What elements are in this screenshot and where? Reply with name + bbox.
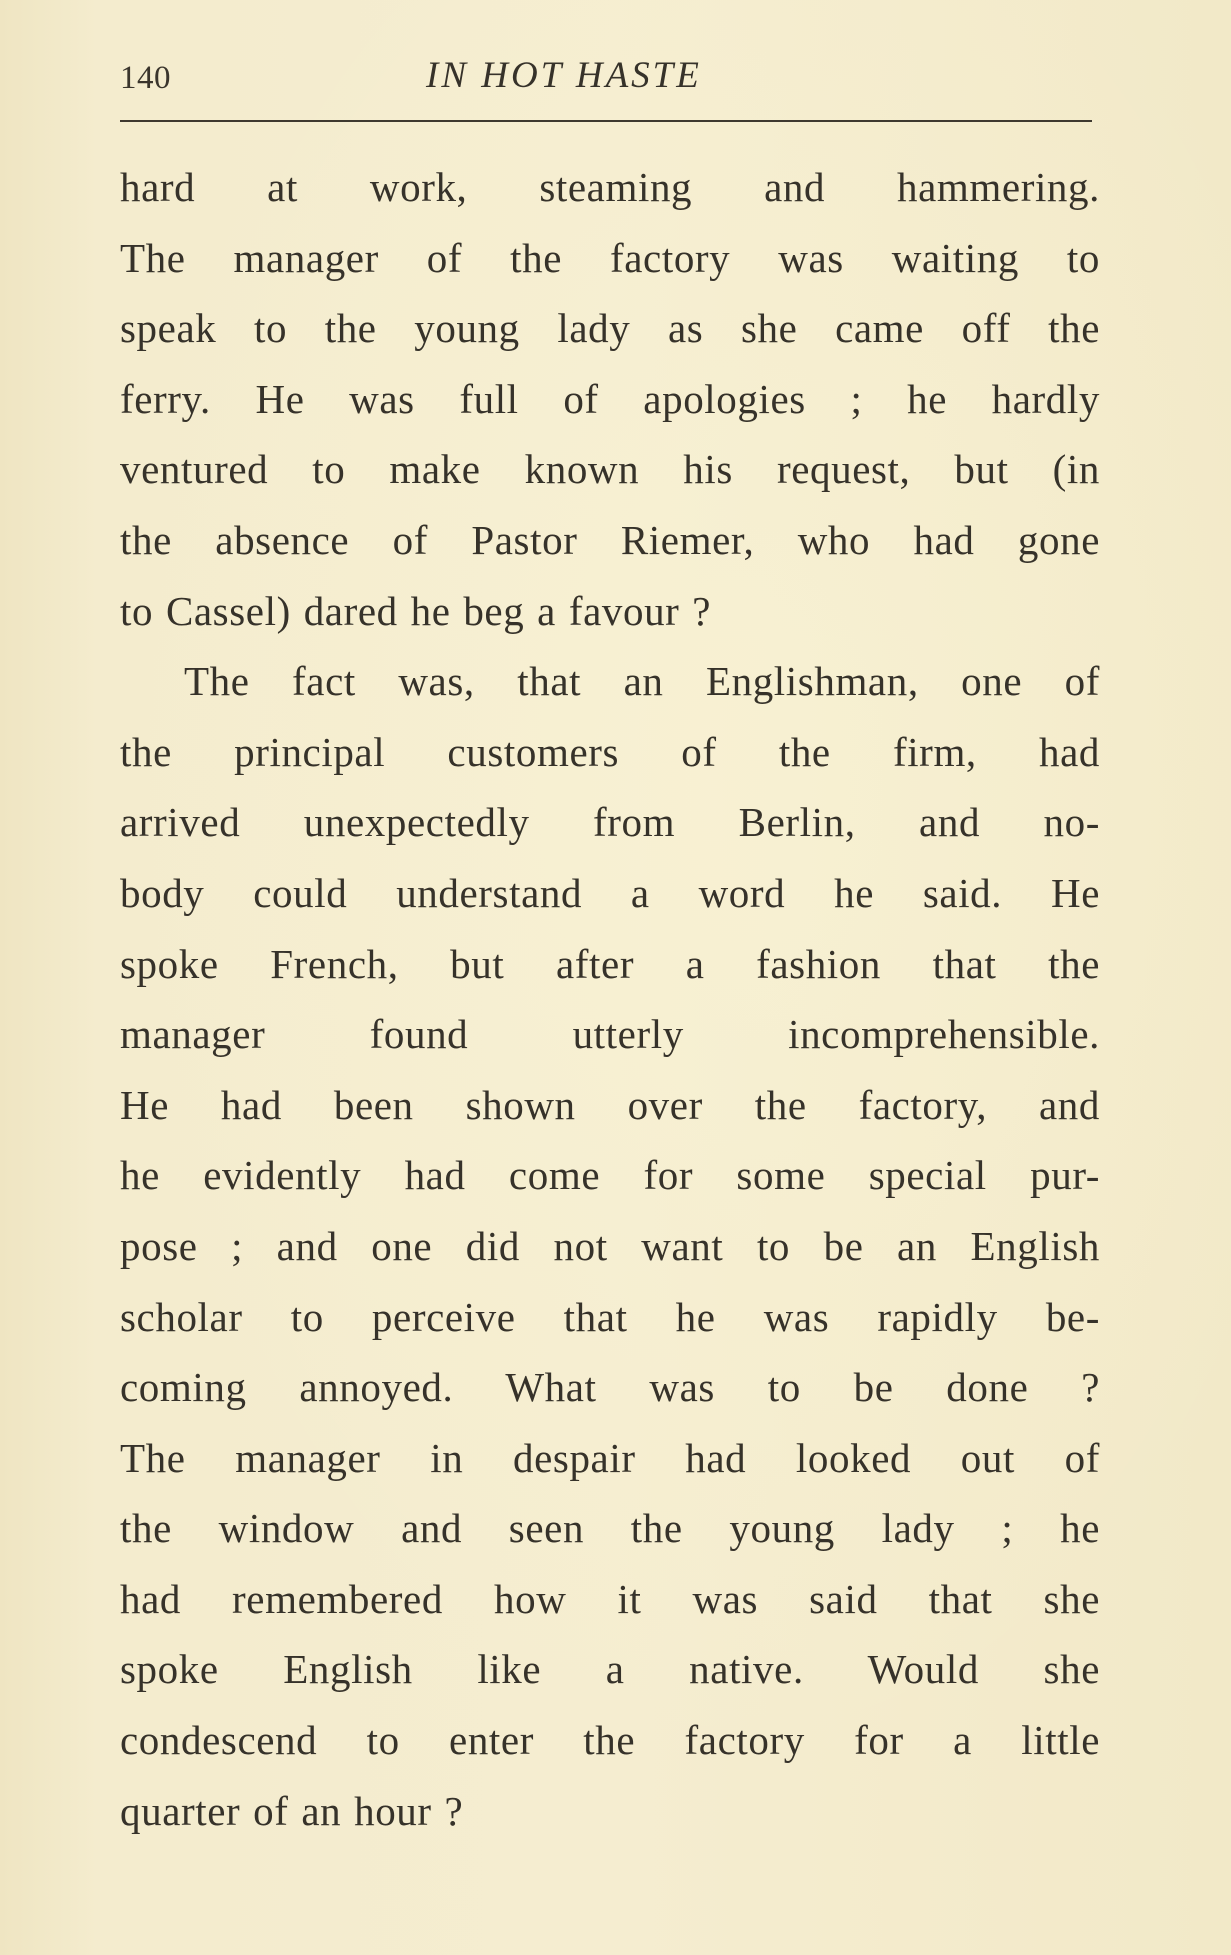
text-line: The fact was, that an Englishman, one of: [184, 658, 1100, 705]
page-number: 140: [120, 60, 171, 96]
text-line: he evidently had come for some special pur-: [120, 1152, 1100, 1199]
header-rule: [120, 120, 1092, 122]
text-line: had remembered how it was said that she: [120, 1575, 1100, 1622]
text-line: spoke English like a native. Would she: [120, 1646, 1100, 1693]
text-line: ventured to make known his request, but (in: [120, 446, 1100, 493]
page-header: [120, 52, 1092, 102]
text-line: body could understand a word he said. He: [120, 869, 1100, 916]
text-line: The manager of the factory was waiting to: [120, 234, 1100, 281]
text-line: spoke French, but after a fashion that the: [120, 940, 1100, 987]
text-line: scholar to perceive that he was rapidly be-: [120, 1293, 1100, 1340]
text-line: arrived unexpectedly from Berlin, and no-: [120, 799, 1100, 846]
text-line: speak to the young lady as she came off the: [120, 305, 1100, 352]
text-line: the window and seen the young lady ; he: [120, 1505, 1100, 1552]
text-line: The manager in despair had looked out of: [120, 1434, 1100, 1481]
text-line: to Cassel) dared he beg a favour ?: [120, 587, 712, 634]
text-line: quarter of an hour ?: [120, 1787, 464, 1834]
text-line: ferry. He was full of apologies ; he hardly: [120, 375, 1100, 422]
text-line: pose ; and one did not want to be an English: [120, 1222, 1100, 1269]
text-line: He had been shown over the factory, and: [120, 1081, 1100, 1128]
text-line: the absence of Pastor Riemer, who had gone: [120, 516, 1100, 563]
running-title: IN HOT HASTE: [426, 55, 702, 96]
text-line: the principal customers of the firm, had: [120, 728, 1100, 775]
text-line: condescend to enter the factory for a little: [120, 1717, 1100, 1764]
text-line: manager found utterly incomprehensible.: [120, 1011, 1100, 1058]
body-text: [120, 152, 1100, 1846]
text-line: coming annoyed. What was to be done ?: [120, 1364, 1100, 1411]
text-line: hard at work, steaming and hammering.: [120, 164, 1100, 210]
